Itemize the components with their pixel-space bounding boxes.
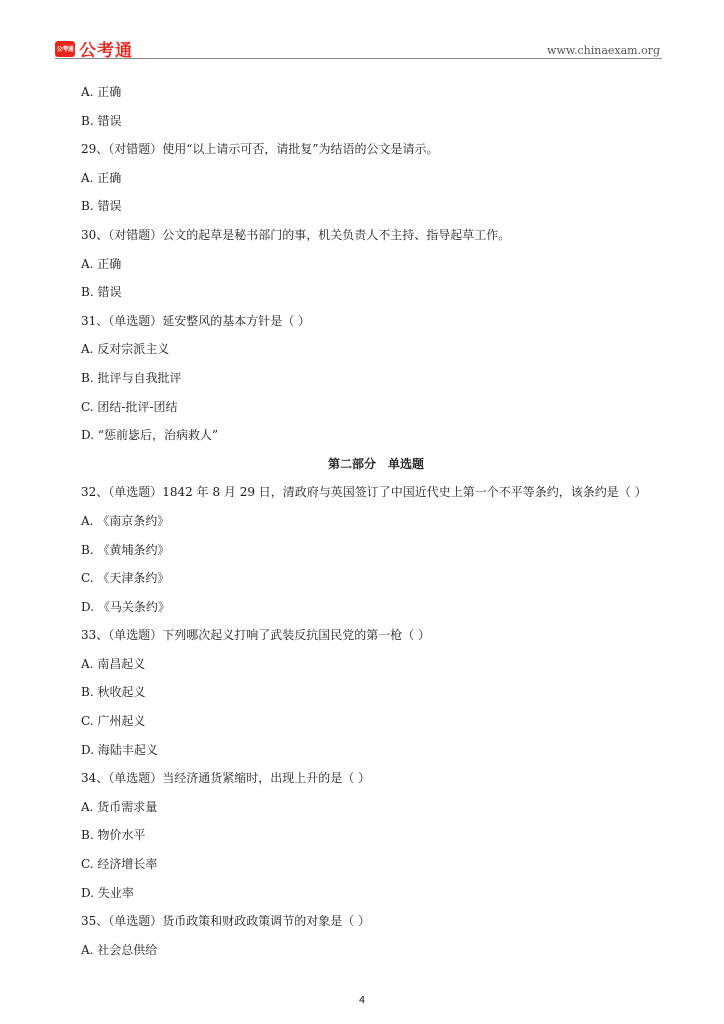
option-line: D. 海陆丰起义 [81,742,158,757]
option-line: A. 社会总供给 [81,942,158,957]
document-body [81,78,671,964]
page-number: 4 [358,995,366,1006]
option-line: C. 《天津条约》 [81,571,170,586]
option-line: B. 秋收起义 [81,685,146,700]
option-line: A. 货币需求量 [81,799,158,814]
option-line: B. 批评与自我批评 [81,370,182,385]
option-line: A. 《南京条约》 [81,513,170,528]
section-heading: 第二部分 单选题 [327,456,424,471]
option-line: B. 错误 [81,285,122,300]
question-line: 32、（单选题）1842 年 8 月 29 日，清政府与英国签订了中国近代史上第一个不平等条约，该条约是（ ） [81,485,647,500]
page-header [0,0,724,60]
question-line: 31、（单选题）延安整风的基本方针是（ ） [81,313,311,328]
option-line: A. 正确 [81,85,122,99]
logo-badge: 公考通 [55,41,75,57]
option-line: C. 广州起义 [81,714,146,729]
option-line: B. 错误 [81,199,122,214]
option-line: D. 《马关条约》 [81,599,170,614]
question-line: 30、（对错题）公文的起草是秘书部门的事，机关负责人不主持、指导起草工作。 [81,227,511,242]
option-line: D. “惩前毖后，治病救人” [81,428,219,443]
option-line: B. 物价水平 [81,828,146,843]
option-line: A. 南昌起义 [81,656,146,671]
option-line: B. 《黄埔条约》 [81,542,170,557]
option-line: C. 经济增长率 [81,857,158,872]
option-line: B. 错误 [81,113,122,128]
option-line: A. 正确 [81,170,122,185]
option-line: A. 正确 [81,256,122,271]
option-line: C. 团结-批评-团结 [81,399,178,414]
question-line: 34、（单选题）当经济通货紧缩时，出现上升的是（ ） [81,771,371,786]
site-url: www.chinaexam.org [547,44,660,57]
question-line: 35、（单选题）货币政策和财政政策调节的对象是（ ） [81,914,371,929]
option-line: A. 反对宗派主义 [81,342,170,357]
header-divider [55,58,662,59]
question-line: 33、（单选题）下列哪次起义打响了武装反抗国民党的第一枪（ ） [81,628,431,643]
question-line: 29、（对错题）使用“以上请示可否，请批复”为结语的公文是请示。 [81,142,439,157]
option-line: D. 失业率 [81,885,134,900]
logo-text: 公考通 [79,41,133,61]
